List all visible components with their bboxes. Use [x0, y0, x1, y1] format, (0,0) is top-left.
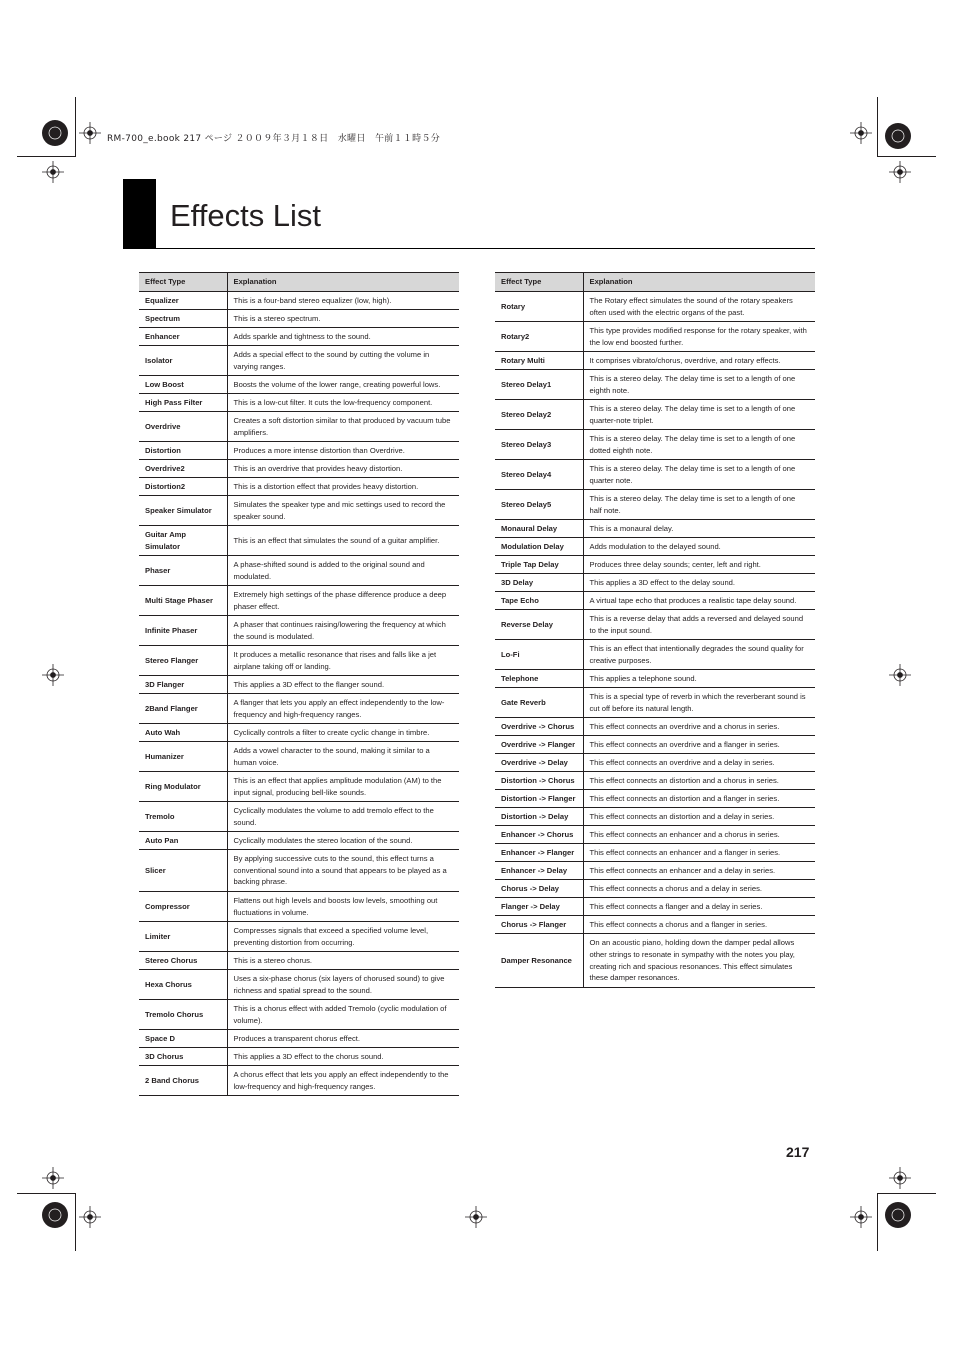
page-title: Effects List — [170, 198, 322, 233]
explanation-cell: Adds modulation to the delayed sound. — [583, 538, 815, 556]
header-explanation: Explanation — [227, 273, 459, 292]
explanation-cell: This type provides modified response for the rotary speaker, with the low end boosted further. — [583, 322, 815, 352]
table-row — [495, 790, 815, 808]
explanation-cell: Creates a soft distortion similar to that produced by vacuum tube amplifiers. — [227, 412, 459, 442]
explanation-cell: This effect connects a chorus and a delay in series. — [583, 880, 815, 898]
table-row — [139, 292, 459, 310]
table-row — [495, 808, 815, 826]
table-row — [495, 610, 815, 640]
table-row — [139, 496, 459, 526]
explanation-cell: This is a monaural delay. — [583, 520, 815, 538]
effect-type-cell: Humanizer — [139, 742, 227, 772]
table-row — [139, 616, 459, 646]
explanation-cell: This is an effect that simulates the sound of a guitar amplifier. — [227, 526, 459, 556]
title-block — [123, 179, 156, 249]
effect-type-cell: 3D Delay — [495, 574, 583, 592]
table-row — [495, 490, 815, 520]
explanation-cell: Simulates the speaker type and mic settings used to record the speaker sound. — [227, 496, 459, 526]
table-row — [139, 724, 459, 742]
effect-type-cell: Distortion — [139, 442, 227, 460]
table-row — [139, 676, 459, 694]
explanation-cell: This is a stereo delay. The delay time is set to a length of one quarter-note triplet. — [583, 400, 815, 430]
table-row — [495, 862, 815, 880]
effect-type-cell: Phaser — [139, 556, 227, 586]
explanation-cell: This is a four-band stereo equalizer (low, high). — [227, 292, 459, 310]
explanation-cell: Uses a six-phase chorus (six layers of chorused sound) to give richness and spatial spread to the sound. — [227, 970, 459, 1000]
table-row — [139, 328, 459, 346]
title-rule — [123, 248, 815, 249]
effect-type-cell: Tremolo Chorus — [139, 1000, 227, 1030]
table-row — [139, 1048, 459, 1066]
explanation-cell: This effect connects a flanger and a delay in series. — [583, 898, 815, 916]
explanation-cell: Adds a vowel character to the sound, making it similar to a human voice. — [227, 742, 459, 772]
explanation-cell: A virtual tape echo that produces a realistic tape delay sound. — [583, 592, 815, 610]
table-row — [495, 670, 815, 688]
explanation-cell: Cyclically modulates the volume to add tremolo effect to the sound. — [227, 802, 459, 832]
table-row — [139, 478, 459, 496]
effect-type-cell: Enhancer — [139, 328, 227, 346]
explanation-cell: This is a reverse delay that adds a reversed and delayed sound to the input sound. — [583, 610, 815, 640]
explanation-cell: This is a stereo delay. The delay time is set to a length of one eighth note. — [583, 370, 815, 400]
explanation-cell: A flanger that lets you apply an effect independently to the low-frequency and high-frequency ranges. — [227, 694, 459, 724]
effect-type-cell: Space D — [139, 1030, 227, 1048]
table-row — [495, 574, 815, 592]
effect-type-cell: Monaural Delay — [495, 520, 583, 538]
table-row — [495, 322, 815, 352]
table-row — [495, 400, 815, 430]
table-row — [139, 742, 459, 772]
explanation-cell: This effect connects an distortion and a flanger in series. — [583, 790, 815, 808]
explanation-cell: This is a chorus effect with added Tremolo (cyclic modulation of volume). — [227, 1000, 459, 1030]
table-row — [139, 412, 459, 442]
table-row — [139, 460, 459, 478]
explanation-cell: This is a stereo chorus. — [227, 952, 459, 970]
effect-type-cell: Triple Tap Delay — [495, 556, 583, 574]
explanation-cell: Compresses signals that exceed a specified volume level, preventing distortion from occurring. — [227, 922, 459, 952]
effect-type-cell: Slicer — [139, 850, 227, 892]
table-row — [139, 556, 459, 586]
effect-type-cell: Rotary — [495, 292, 583, 322]
explanation-cell: This applies a 3D effect to the delay sound. — [583, 574, 815, 592]
table-row — [139, 376, 459, 394]
explanation-cell: This is a low-cut filter. It cuts the low-frequency component. — [227, 394, 459, 412]
table-row — [139, 310, 459, 328]
effect-type-cell: 3D Flanger — [139, 676, 227, 694]
effect-type-cell: Modulation Delay — [495, 538, 583, 556]
effect-type-cell: Chorus -> Flanger — [495, 916, 583, 934]
explanation-cell: Boosts the volume of the lower range, creating powerful lows. — [227, 376, 459, 394]
table-row — [139, 802, 459, 832]
effect-type-cell: Distortion2 — [139, 478, 227, 496]
explanation-cell: A phaser that continues raising/lowering the frequency at which the sound is modulated. — [227, 616, 459, 646]
table-row — [139, 346, 459, 376]
table-header-row — [495, 273, 815, 292]
header-effect-type: Effect Type — [139, 273, 227, 292]
effect-type-cell: Stereo Delay3 — [495, 430, 583, 460]
effect-type-cell: Spectrum — [139, 310, 227, 328]
explanation-cell: Adds sparkle and tightness to the sound. — [227, 328, 459, 346]
table-row — [495, 754, 815, 772]
explanation-cell: This is a stereo spectrum. — [227, 310, 459, 328]
table-header-row — [139, 273, 459, 292]
explanation-cell: This effect connects an overdrive and a flanger in series. — [583, 736, 815, 754]
effect-type-cell: Multi Stage Phaser — [139, 586, 227, 616]
table-row — [495, 538, 815, 556]
explanation-cell: The Rotary effect simulates the sound of the rotary speakers often used with the electric organs of the past. — [583, 292, 815, 322]
table-row — [139, 586, 459, 616]
effect-type-cell: 2Band Flanger — [139, 694, 227, 724]
explanation-cell: This is an overdrive that provides heavy distortion. — [227, 460, 459, 478]
effect-type-cell: Telephone — [495, 670, 583, 688]
effect-type-cell: Reverse Delay — [495, 610, 583, 640]
table-row — [495, 736, 815, 754]
explanation-cell: This is a special type of reverb in which the reverberant sound is cut off before its natural length. — [583, 688, 815, 718]
table-row — [139, 892, 459, 922]
table-row — [139, 970, 459, 1000]
effect-type-cell: Distortion -> Chorus — [495, 772, 583, 790]
table-row — [139, 1066, 459, 1096]
effect-type-cell: Stereo Delay5 — [495, 490, 583, 520]
table-row — [139, 922, 459, 952]
explanation-cell: Extremely high settings of the phase difference produce a deep phaser effect. — [227, 586, 459, 616]
page-number: 217 — [786, 1144, 810, 1160]
explanation-cell: This is a stereo delay. The delay time is set to a length of one half note. — [583, 490, 815, 520]
explanation-cell: Cyclically modulates the stereo location of the sound. — [227, 832, 459, 850]
print-header: RM-700_e.book 217 ページ ２００９年３月１８日 水曜日 午前１１時５分 — [107, 134, 441, 144]
table-row — [495, 430, 815, 460]
header-explanation: Explanation — [583, 273, 815, 292]
table-row — [139, 694, 459, 724]
effect-type-cell: Rotary Multi — [495, 352, 583, 370]
table-row — [495, 772, 815, 790]
explanation-cell: Adds a special effect to the sound by cutting the volume in varying ranges. — [227, 346, 459, 376]
table-row — [495, 826, 815, 844]
table-row — [139, 952, 459, 970]
explanation-cell: This applies a 3D effect to the flanger sound. — [227, 676, 459, 694]
explanation-cell: Cyclically controls a filter to create cyclic change in timbre. — [227, 724, 459, 742]
effect-type-cell: Stereo Chorus — [139, 952, 227, 970]
header-effect-type: Effect Type — [495, 273, 583, 292]
table-row — [495, 640, 815, 670]
explanation-cell: This effect connects an overdrive and a chorus in series. — [583, 718, 815, 736]
table-row — [495, 592, 815, 610]
explanation-cell: This effect connects an distortion and a chorus in series. — [583, 772, 815, 790]
effect-type-cell: Hexa Chorus — [139, 970, 227, 1000]
table-row — [495, 556, 815, 574]
effect-type-cell: 3D Chorus — [139, 1048, 227, 1066]
table-row — [139, 1000, 459, 1030]
table-row — [495, 898, 815, 916]
explanation-cell: This applies a 3D effect to the chorus sound. — [227, 1048, 459, 1066]
table-row — [495, 880, 815, 898]
explanation-cell: This effect connects a chorus and a flanger in series. — [583, 916, 815, 934]
effect-type-cell: Stereo Delay4 — [495, 460, 583, 490]
table-row — [495, 844, 815, 862]
explanation-cell: This effect connects an enhancer and a flanger in series. — [583, 844, 815, 862]
explanation-cell: This effect connects an overdrive and a delay in series. — [583, 754, 815, 772]
effect-type-cell: Stereo Delay1 — [495, 370, 583, 400]
effect-type-cell: Flanger -> Delay — [495, 898, 583, 916]
explanation-cell: This effect connects an enhancer and a chorus in series. — [583, 826, 815, 844]
effect-type-cell: Tremolo — [139, 802, 227, 832]
effect-type-cell: Rotary2 — [495, 322, 583, 352]
explanation-cell: This is an effect that applies amplitude modulation (AM) to the input signal, producing bell-like sounds. — [227, 772, 459, 802]
explanation-cell: A phase-shifted sound is added to the original sound and modulated. — [227, 556, 459, 586]
explanation-cell: Produces a more intense distortion than Overdrive. — [227, 442, 459, 460]
effect-type-cell: 2 Band Chorus — [139, 1066, 227, 1096]
table-row — [495, 292, 815, 322]
effects-table-left — [139, 272, 459, 1096]
explanation-cell: Produces three delay sounds; center, left and right. — [583, 556, 815, 574]
table-row — [495, 460, 815, 490]
table-row — [139, 1030, 459, 1048]
effect-type-cell: Overdrive2 — [139, 460, 227, 478]
table-row — [139, 850, 459, 892]
table-row — [495, 688, 815, 718]
effect-type-cell: Speaker Simulator — [139, 496, 227, 526]
effect-type-cell: Low Boost — [139, 376, 227, 394]
table-row — [495, 916, 815, 934]
effect-type-cell: Gate Reverb — [495, 688, 583, 718]
effect-type-cell: Enhancer -> Flanger — [495, 844, 583, 862]
effect-type-cell: Equalizer — [139, 292, 227, 310]
effect-type-cell: Guitar Amp Simulator — [139, 526, 227, 556]
effect-type-cell: Enhancer -> Delay — [495, 862, 583, 880]
explanation-cell: It produces a metallic resonance that rises and falls like a jet airplane taking off or landing. — [227, 646, 459, 676]
effect-type-cell: Chorus -> Delay — [495, 880, 583, 898]
effect-type-cell: Compressor — [139, 892, 227, 922]
effect-type-cell: Isolator — [139, 346, 227, 376]
table-row — [139, 832, 459, 850]
table-row — [139, 526, 459, 556]
explanation-cell: This is a stereo delay. The delay time is set to a length of one dotted eighth note. — [583, 430, 815, 460]
effect-type-cell: Tape Echo — [495, 592, 583, 610]
table-row — [139, 646, 459, 676]
explanation-cell: On an acoustic piano, holding down the damper pedal allows other strings to resonate in sympathy with the notes you play, creating rich and spacious resonances. This effect simulates these damper resonances. — [583, 934, 815, 988]
explanation-cell: Produces a transparent chorus effect. — [227, 1030, 459, 1048]
explanation-cell: Flattens out high levels and boosts low levels, smoothing out fluctuations in volume. — [227, 892, 459, 922]
effect-type-cell: Limiter — [139, 922, 227, 952]
effect-type-cell: Stereo Delay2 — [495, 400, 583, 430]
effect-type-cell: Auto Pan — [139, 832, 227, 850]
effect-type-cell: Ring Modulator — [139, 772, 227, 802]
explanation-cell: This is an effect that intentionally degrades the sound quality for creative purposes. — [583, 640, 815, 670]
explanation-cell: This is a stereo delay. The delay time is set to a length of one quarter note. — [583, 460, 815, 490]
table-row — [495, 352, 815, 370]
effect-type-cell: High Pass Filter — [139, 394, 227, 412]
effect-type-cell: Overdrive -> Chorus — [495, 718, 583, 736]
effect-type-cell: Overdrive — [139, 412, 227, 442]
explanation-cell: By applying successive cuts to the sound, this effect turns a conventional sound into a sound that appears to be played as a backing phrase. — [227, 850, 459, 892]
table-row — [495, 718, 815, 736]
effects-table-right — [495, 272, 815, 988]
effect-type-cell: Damper Resonance — [495, 934, 583, 988]
table-row — [495, 370, 815, 400]
explanation-cell: It comprises vibrato/chorus, overdrive, and rotary effects. — [583, 352, 815, 370]
effect-type-cell: Distortion -> Flanger — [495, 790, 583, 808]
table-row — [139, 772, 459, 802]
explanation-cell: This is a distortion effect that provides heavy distortion. — [227, 478, 459, 496]
effect-type-cell: Enhancer -> Chorus — [495, 826, 583, 844]
effect-type-cell: Distortion -> Delay — [495, 808, 583, 826]
effect-type-cell: Overdrive -> Flanger — [495, 736, 583, 754]
effect-type-cell: Lo-Fi — [495, 640, 583, 670]
effect-type-cell: Stereo Flanger — [139, 646, 227, 676]
table-row — [495, 520, 815, 538]
effect-type-cell: Infinite Phaser — [139, 616, 227, 646]
table-row — [495, 934, 815, 988]
explanation-cell: This effect connects an distortion and a delay in series. — [583, 808, 815, 826]
table-row — [139, 394, 459, 412]
explanation-cell: A chorus effect that lets you apply an effect independently to the low-frequency and high-frequency ranges. — [227, 1066, 459, 1096]
table-row — [139, 442, 459, 460]
effect-type-cell: Auto Wah — [139, 724, 227, 742]
explanation-cell: This effect connects an enhancer and a delay in series. — [583, 862, 815, 880]
explanation-cell: This applies a telephone sound. — [583, 670, 815, 688]
effect-type-cell: Overdrive -> Delay — [495, 754, 583, 772]
